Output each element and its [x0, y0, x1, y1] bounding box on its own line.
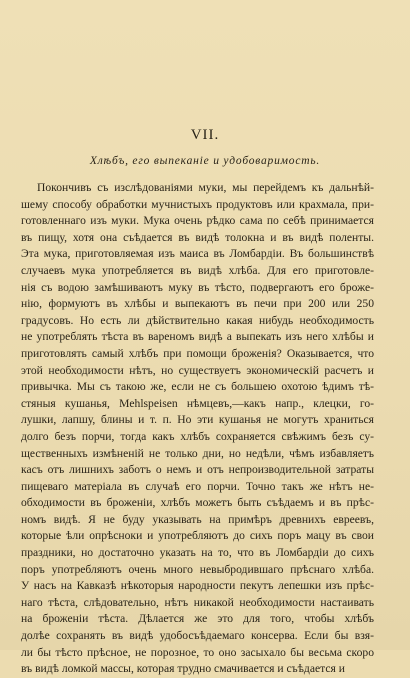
- text-line: долго безъ порчи, тогда какъ хлѣбъ сохраняется свѣжимъ безъ су-: [21, 429, 374, 443]
- text-line: шему способу обработки мучнистыхъ продуктовъ или крахмала, при-: [21, 197, 374, 211]
- text-line: стяныя кушанья, Mehlspeisen нѣмцевъ,—какъ напр., клецки, го-: [21, 396, 374, 410]
- text-line: въ видѣ ломкой массы, которая трудно смачивается и съѣдается и: [21, 662, 345, 676]
- text-line: наго тѣста, слѣдовательно, нѣтъ никакой необходимости настаивать: [21, 595, 374, 609]
- text-line: готовленнаго изъ муки. Мука очень рѣдко сама по себѣ принимается: [21, 214, 374, 228]
- text-line: Покончивъ съ изслѣдованіями муки, мы перейдемъ къ дальнѣй-: [37, 181, 374, 194]
- text-line: поръ употребляютъ очень много невыбродившаго прѣснаго хлѣба.: [21, 562, 374, 576]
- text-line: градусовъ. Но есть ли дѣйствительно какая нибудь необходимость: [21, 313, 374, 327]
- text-line: нію, формуютъ въ хлѣбы и выпекаютъ въ печи при 200 или 250: [21, 297, 374, 311]
- text-line: не употреблять тѣста въ вареномъ видѣ а выпекать изъ него хлѣбы и: [21, 330, 374, 344]
- text-line: нія съ водою замѣшиваютъ муку въ тѣсто, подвергаютъ его броже-: [21, 280, 374, 294]
- text-line: обходимости въ броженіи, хлѣбъ можетъ быть съѣдаемъ и въ прѣс-: [21, 496, 374, 510]
- text-line: въ пищу, хотя она съѣдается въ видѣ толокна и въ видѣ поленты.: [21, 230, 374, 244]
- body-text: [21, 180, 374, 678]
- text-line: лушки, лапшу, блины и т. п. Но эти кушанья не могутъ храниться: [21, 413, 374, 427]
- chapter-title: Хлѣбъ, его выпеканіе и удобоваримость.: [89, 155, 321, 167]
- text-line: Эта мука, приготовляемая изъ маиса въ Ломбардіи. Въ большинствѣ: [21, 247, 374, 261]
- text-line: этой необходимости нѣтъ, но существуетъ экономическій расчетъ и: [21, 363, 374, 377]
- text-line: долѣе сохранять въ видѣ удобосъѣдаемаго консерва. Если бы взя-: [21, 629, 374, 643]
- text-line: щественныхъ измѣненій не только дни, но недѣли, чѣмъ избавляетъ: [21, 446, 374, 460]
- text-line: пищеваго матеріала въ случаѣ его порчи. Точно такъ же нѣтъ не-: [21, 479, 374, 493]
- text-line: ли бы тѣсто прѣсное, не порозное, то оно засыхало бы весьма скоро: [21, 645, 374, 659]
- text-line: номъ видѣ. Я не буду указывать на примѣръ древнихъ евреевъ,: [21, 512, 374, 526]
- text-line: приготовлять самый хлѣбъ при помощи броженія? Оказывается, что: [21, 346, 374, 360]
- chapter-number: VII.: [190, 127, 220, 143]
- text-line: которые ѣли опрѣсноки и употребляютъ до сихъ поръ мацу въ свои: [21, 529, 374, 543]
- text-line: праздники, но достаточно указать на то, что въ Ломбардіи до сихъ: [21, 546, 374, 560]
- text-line: на броженіи тѣста. Дѣлается же это для того, чтобы хлѣбъ: [21, 612, 374, 626]
- text-line: У насъ на Кавказѣ нѣкоторыя народности пекутъ лепешки изъ прѣс-: [21, 579, 374, 593]
- text-line: привычка. Мы съ такою же, если не съ большею охотою ѣдимъ тѣ-: [21, 380, 374, 394]
- text-line: касъ отъ лишнихъ заботъ о немъ и отъ непроизводительной затраты: [21, 463, 374, 477]
- text-line: случаевъ мука употребляется въ видѣ хлѣба. Для его приготовле-: [21, 263, 374, 277]
